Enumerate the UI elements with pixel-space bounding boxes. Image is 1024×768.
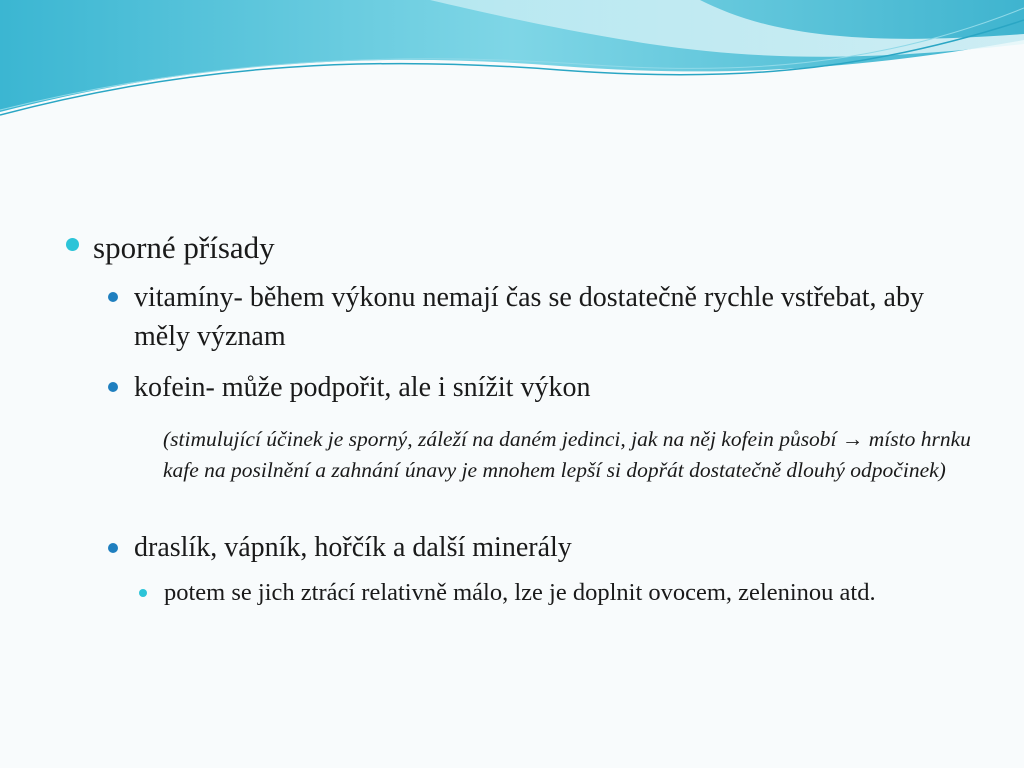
list-item-minerals: draslík, vápník, hořčík a další minerály [134, 532, 572, 563]
bullet-level2-icon [108, 543, 118, 553]
bullet-level2-icon [108, 292, 118, 302]
caffeine-note: (stimulující účinek je sporný, záleží na daném jedinci, jak na něj kofein působí → místo hrnku kafe na posilnění a zahnání únavy je mnohem lepší si dopřát dostatečně dlouhý odpočinek) [163, 427, 971, 482]
bullet-level2-icon [108, 382, 118, 392]
list-item-vitamins: vitamíny- během výkonu nemají čas se dostatečně rychle vstřebat, aby měly význam [134, 282, 924, 352]
heading-item: sporné přísady [93, 230, 275, 265]
list-item-caffeine: kofein- může podpořit, ale i snížit výkon [134, 372, 591, 403]
list-subitem-sweat: potem se jich ztrácí relativně málo, lze je doplnit ovocem, zeleninou atd. [164, 579, 876, 606]
bullet-level1-icon [66, 238, 79, 251]
bullet-level3-icon [139, 589, 147, 597]
